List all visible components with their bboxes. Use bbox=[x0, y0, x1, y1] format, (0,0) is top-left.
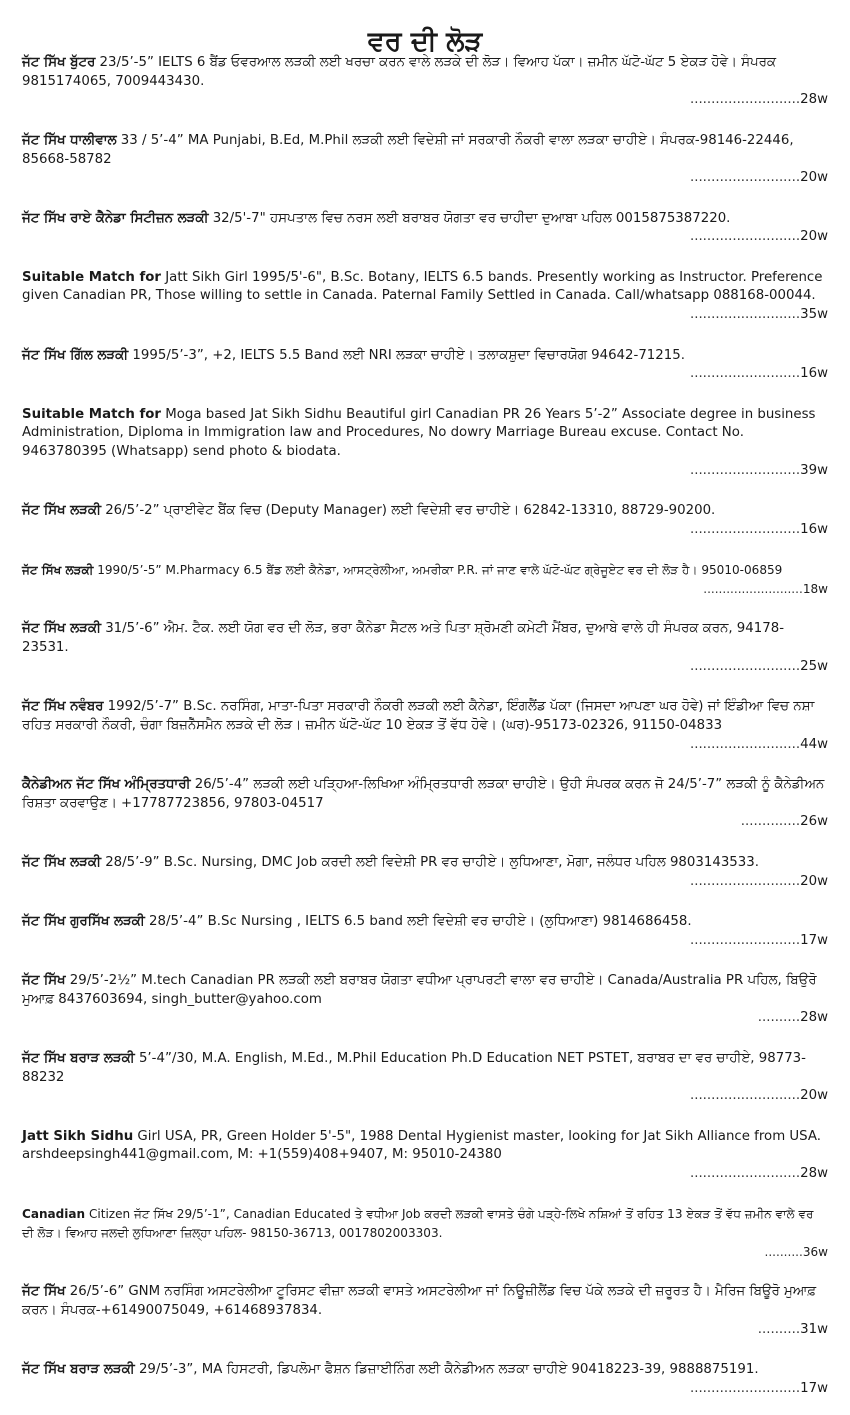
ad-lead: ਜੱਟ ਸਿੱਖ ਧਾਲੀਵਾਲ bbox=[22, 132, 117, 148]
ad-word-count: 35w bbox=[800, 307, 828, 323]
ad-leader-dots: .......................... bbox=[689, 229, 801, 245]
ad-body bbox=[22, 913, 828, 932]
ad-text: 1995/5’-3”, +2, IELTS 5.5 Band ਲਈ NRI ਲੜਕਾ ਚਾਹੀਏ। ਤਲਾਕਸ਼ੁਦਾ ਵਿਚਾਰਯੋਗ 94642-71215. bbox=[128, 347, 685, 363]
ad-lead: ਜੱਟ ਸਿੱਖ ਬਰਾੜ ਲੜਕੀ bbox=[22, 1362, 135, 1378]
ad-body bbox=[22, 269, 828, 306]
ad-lead: ਜੱਟ ਸਿੱਖ ਲੜਕੀ bbox=[22, 621, 101, 637]
ad-code-row bbox=[22, 580, 828, 599]
ad-body bbox=[22, 502, 828, 521]
ad-lead: ਜੱਟ ਸਿੱਖ bbox=[22, 972, 66, 988]
ad-lead: ਜੱਟ ਸਿੱਖ ਰਾਏ ਕੈਨੇਡਾ ਸਿਟੀਜ਼ਨ ਲੜਕੀ bbox=[22, 210, 209, 226]
ad-leader-dots: .......................... bbox=[689, 658, 801, 674]
ad-leader-dots: .......................... bbox=[689, 1166, 801, 1182]
ad-body bbox=[22, 347, 828, 366]
ad-code-row bbox=[22, 873, 828, 892]
ad-leader-dots: .......................... bbox=[689, 736, 801, 752]
ad-body bbox=[22, 1205, 828, 1242]
ad-text: 32/5'-7" ਹਸਪਤਾਲ ਵਿਚ ਨਰਸ ਲਈ ਬਰਾਬਰ ਯੋਗਤਾ ਵਰ ਚਾਹੀਦਾ ਦੁਆਬਾ ਪਹਿਲ 0015875387220. bbox=[208, 210, 731, 226]
ad-body bbox=[22, 854, 828, 873]
classified-ad bbox=[22, 132, 828, 188]
ad-text: 29/5’-3”, MA ਹਿਸਟਰੀ, ਡਿਪਲੋਮਾ ਫੈਸ਼ਨ ਡਿਜ਼ਾਈਨਿੰਗ ਲਈ ਕੈਨੇਡੀਅਨ ਲੜਕਾ ਚਾਹੀਏ 90418223-39, 9888875191. bbox=[134, 1362, 759, 1378]
ad-word-count: 20w bbox=[800, 229, 828, 245]
ad-lead: ਜੱਟ ਸਿੱਖ ਬਰਾੜ ਲੜਕੀ bbox=[22, 1050, 135, 1066]
classified-ad bbox=[22, 210, 828, 247]
ad-leader-dots: .......... bbox=[764, 1244, 803, 1259]
ad-word-count: 28w bbox=[800, 1010, 828, 1026]
ad-code-row bbox=[22, 1087, 828, 1106]
ad-lead: ਜੱਟ ਸਿੱਖ ਬੁੱਟਰ bbox=[22, 55, 96, 70]
ad-code-row bbox=[22, 658, 828, 677]
ad-leader-dots: .......................... bbox=[689, 307, 801, 323]
ad-code-row bbox=[22, 1165, 828, 1184]
ad-leader-dots: .......................... bbox=[689, 1088, 801, 1104]
ad-lead: ਜੱਟ ਸਿੱਖ ਗੁਰਸਿੱਖ ਲੜਕੀ bbox=[22, 913, 145, 929]
classified-ad bbox=[22, 913, 828, 950]
ad-lead: Suitable Match for bbox=[22, 406, 161, 422]
ad-leader-dots: .......................... bbox=[689, 170, 801, 186]
ad-text: Citizen ਜੱਟ ਸਿੱਖ 29/5’-1”, Canadian Educated ਤੇ ਵਧੀਆ Job ਕਰਦੀ ਲੜਕੀ ਵਾਸਤੇ ਚੰਗੇ ਪੜ੍ਹੇ-ਲਿਖੇ ਨਸ਼ਿਆਂ ਤੋਂ ਰਹਿਤ 13 ਏਕੜ ਤੋਂ ਵੱਧ ਜ਼ਮੀਨ ਵਾਲੇ ਵਰ ਦੀ ਲੋੜ। ਵਿਆਹ ਜਲਦੀ ਲੁਧਿਆਣਾ ਜ਼ਿਲ੍ਹਾ ਪਹਿਲ- 98150-36713, 0017802003303. bbox=[22, 1207, 814, 1241]
ad-lead: ਜੱਟ ਸਿੱਖ ਲੜਕੀ bbox=[22, 854, 101, 870]
ad-word-count: 16w bbox=[800, 521, 828, 537]
ad-text: 26/5’-6” GNM ਨਰਸਿੰਗ ਅਸਟਰੇਲੀਆ ਟੂਰਿਸਟ ਵੀਜ਼ਾ ਲੜਕੀ ਵਾਸਤੇ ਅਸਟਰੇਲੀਆ ਜਾਂ ਨਿਊਜ਼ੀਲੈਂਡ ਵਿਚ ਪੱਕੇ ਲੜਕੇ ਦੀ ਜ਼ਰੂਰਤ ਹੈ। ਮੈਰਿਜ ਬਿਊਰੋ ਮੁਆਫ਼ ਕਰਨ। ਸੰਪਰਕ-+61490075049, +61468937834. bbox=[22, 1284, 817, 1318]
ad-word-count: 17w bbox=[800, 932, 828, 948]
page-title: ਵਰ ਦੀ ਲੋੜ bbox=[367, 26, 483, 57]
ad-body bbox=[22, 54, 828, 91]
ad-leader-dots: .......................... bbox=[689, 873, 801, 889]
ad-leader-dots: .......................... bbox=[689, 1380, 801, 1396]
classified-ad bbox=[22, 698, 828, 754]
ad-code-row bbox=[22, 1321, 828, 1340]
ad-leader-dots: .......................... bbox=[703, 581, 803, 596]
ad-code-row bbox=[22, 1009, 828, 1028]
ad-body bbox=[22, 210, 828, 229]
classified-ad bbox=[22, 1361, 828, 1398]
ad-code-row bbox=[22, 169, 828, 188]
ad-word-count: 25w bbox=[800, 658, 828, 674]
ad-body bbox=[22, 698, 828, 735]
ad-lead: ਜੱਟ ਸਿੱਖ bbox=[22, 1284, 66, 1300]
ad-text: 5’-4”/30, M.A. English, M.Ed., M.Phil Education Ph.D Education NET PSTET, ਬਰਾਬਰ ਦਾ ਵਰ ਚਾਹੀਏ, 98773-88232 bbox=[22, 1050, 806, 1085]
ad-text: 33 / 5’-4” MA Punjabi, B.Ed, M.Phil ਲੜਕੀ ਲਈ ਵਿਦੇਸ਼ੀ ਜਾਂ ਸਰਕਾਰੀ ਨੌਕਰੀ ਵਾਲਾ ਲੜਕਾ ਚਾਹੀਏ। ਸੰਪਰਕ-98146-22446, 85668-58782 bbox=[22, 132, 794, 167]
ad-text: 23/5’-5” IELTS 6 ਬੈਂਡ ਓਵਰਆਲ ਲੜਕੀ ਲਈ ਖਰਚਾ ਕਰਨ ਵਾਲੇ ਲੜਕੇ ਦੀ ਲੋੜ। ਵਿਆਹ ਪੱਕਾ। ਜ਼ਮੀਨ ਘੱਟੋ-ਘੱਟ 5 ਏਕੜ ਹੋਵੇ। ਸੰਪਰਕ 9815174065, 7009443430. bbox=[22, 55, 776, 89]
ad-body bbox=[22, 972, 828, 1009]
ad-text: Girl USA, PR, Green Holder 5'-5", 1988 Dental Hygienist master, looking for Jat Sikh Alliance from USA. arshdeepsingh441@gmail.com, M: +1(559)408+9407, M: 95010-24380 bbox=[22, 1128, 821, 1163]
ad-code-row bbox=[22, 521, 828, 540]
classified-ad bbox=[22, 620, 828, 676]
ad-body bbox=[22, 1050, 828, 1087]
classified-ad bbox=[22, 502, 828, 539]
ad-lead: ਕੈਨੇਡੀਅਨ ਜੱਟ ਸਿੱਖ ਅੰਮ੍ਰਿਤਧਾਰੀ bbox=[22, 776, 191, 792]
ad-text: Jatt Sikh Girl 1995/5'-6", B.Sc. Botany, IELTS 6.5 bands. Presently working as Instructor. Preference given Canadian PR, Those willing to settle in Canada. Paternal Family Settled in Canada. Call/whatsapp 088168-00044. bbox=[22, 269, 823, 304]
ad-leader-dots: .......... bbox=[757, 1321, 801, 1337]
ad-code-row bbox=[22, 306, 828, 325]
ads-list bbox=[22, 54, 828, 1398]
classified-ad bbox=[22, 1128, 828, 1184]
ad-body bbox=[22, 1128, 828, 1165]
ad-leader-dots: .............. bbox=[740, 814, 801, 830]
ad-body bbox=[22, 620, 828, 657]
ad-leader-dots: .......................... bbox=[689, 366, 801, 382]
ad-text: 29/5’-2½” M.tech Canadian PR ਲੜਕੀ ਲਈ ਬਰਾਬਰ ਯੋਗਤਾ ਵਧੀਆ ਪ੍ਰਾਪਰਟੀ ਵਾਲਾ ਵਰ ਚਾਹੀਏ। Canada/Australia PR ਪਹਿਲ, ਬਿਉਰੋ ਮੁਆਫ਼ 8437603694, singh_butter@yahoo.com bbox=[22, 972, 817, 1007]
ad-lead: Jatt Sikh Sidhu bbox=[22, 1128, 134, 1144]
ad-leader-dots: .......... bbox=[757, 1010, 801, 1026]
ad-code-row bbox=[22, 365, 828, 384]
ad-code-row bbox=[22, 932, 828, 951]
ad-body bbox=[22, 132, 828, 169]
ad-word-count: 20w bbox=[800, 873, 828, 889]
ad-word-count: 20w bbox=[800, 170, 828, 186]
ad-word-count: 28w bbox=[800, 92, 828, 108]
ad-text: Moga based Jat Sikh Sidhu Beautiful girl Canadian PR 26 Years 5’-2” Associate degree in business Administration, Diploma in Immigration law and Procedures, No dowry Marriage Bureau excuse. Contact No. 9463780395 (Whatsapp) send photo & biodata. bbox=[22, 406, 816, 460]
ad-text: 28/5’-9” B.Sc. Nursing, DMC Job ਕਰਦੀ ਲਈ ਵਿਦੇਸ਼ੀ PR ਵਰ ਚਾਹੀਏ। ਲੁਧਿਆਣਾ, ਮੋਗਾ, ਜਲੰਧਰ ਪਹਿਲ 9803143533. bbox=[100, 854, 759, 870]
ad-lead: ਜੱਟ ਸਿੱਖ ਲੜਕੀ bbox=[22, 503, 101, 519]
classified-ad bbox=[22, 776, 828, 832]
ad-word-count: 44w bbox=[800, 736, 828, 752]
ad-text: 1992/5’-7” B.Sc. ਨਰਸਿੰਗ, ਮਾਤਾ-ਪਿਤਾ ਸਰਕਾਰੀ ਨੌਕਰੀ ਲੜਕੀ ਲਈ ਕੈਨੇਡਾ, ਇੰਗਲੈਂਡ ਪੱਕਾ (ਜਿਸਦਾ ਆਪਣਾ ਘਰ ਹੋਵੇ) ਜਾਂ ਇੰਡੀਆ ਵਿਚ ਨਸ਼ਾ ਰਹਿਤ ਸਰਕਾਰੀ ਨੌਕਰੀ, ਚੰਗਾ ਬਿਜ਼ਨੈੱਸਮੈਨ ਲੜਕੇ ਦੀ ਲੋੜ। ਜ਼ਮੀਨ ਘੱਟੋ-ਘੱਟ 10 ਏਕੜ ਤੋਂ ਵੱਧ ਹੋਵੇ। (ਘਰ)-95173-02326, 91150-04833 bbox=[22, 699, 815, 733]
ad-text: 1990/5’-5” M.Pharmacy 6.5 ਬੈਂਡ ਲਈ ਕੈਨੇਡਾ, ਆਸਟ੍ਰੇਲੀਆ, ਅਮਰੀਕਾ P.R. ਜਾਂ ਜਾਣ ਵਾਲੇ ਘੱਟੋ-ਘੱਟ ਗ੍ਰੇਜੂਏਟ ਵਰ ਦੀ ਲੋੜ ਹੈ। 95010-06859 bbox=[93, 563, 783, 578]
ad-word-count: 16w bbox=[800, 366, 828, 382]
ad-lead: ਜੱਟ ਸਿੱਖ ਲੜਕੀ bbox=[22, 563, 94, 578]
ad-lead: ਜੱਟ ਸਿੱਖ ਗਿੱਲ ਲੜਕੀ bbox=[22, 347, 129, 363]
classified-ad bbox=[22, 54, 828, 110]
ad-leader-dots: .......................... bbox=[689, 521, 801, 537]
ad-word-count: 20w bbox=[800, 1088, 828, 1104]
classified-ad bbox=[22, 854, 828, 891]
ad-word-count: 17w bbox=[800, 1380, 828, 1396]
classified-ad bbox=[22, 1283, 828, 1339]
classified-ad bbox=[22, 972, 828, 1028]
ad-body bbox=[22, 561, 828, 580]
ad-text: 31/5’-6” ਐਮ. ਟੈਕ. ਲਈ ਯੋਗ ਵਰ ਦੀ ਲੋੜ, ਭਰਾ ਕੈਨੇਡਾ ਸੈਟਲ ਅਤੇ ਪਿਤਾ ਸ਼੍ਰੋਮਣੀ ਕਮੇਟੀ ਮੈਂਬਰ, ਦੁਆਬੇ ਵਾਲੇ ਹੀ ਸੰਪਰਕ ਕਰਨ, 94178-23531. bbox=[22, 621, 785, 656]
classified-ad bbox=[22, 561, 828, 598]
ad-text: 26/5’-2” ਪ੍ਰਾਈਵੇਟ ਬੈਂਕ ਵਿਚ (Deputy Manager) ਲਈ ਵਿਦੇਸ਼ੀ ਵਰ ਚਾਹੀਏ। 62842-13310, 88729-90200. bbox=[100, 503, 716, 519]
ad-body bbox=[22, 1361, 828, 1380]
classified-ad bbox=[22, 1050, 828, 1106]
classified-ad bbox=[22, 269, 828, 325]
ad-text: 26/5’-4” ਲੜਕੀ ਲਈ ਪੜ੍ਹਿਆ-ਲਿਖਿਆ ਅੰਮ੍ਰਿਤਧਾਰੀ ਲੜਕਾ ਚਾਹੀਏ। ਉਹੀ ਸੰਪਰਕ ਕਰਨ ਜੋ 24/5’-7” ਲੜਕੀ ਨੂੰ ਕੈਨੇਡੀਅਨ ਰਿਸ਼ਤਾ ਕਰਵਾਉਣ। +17787723856, 97803-04517 bbox=[22, 776, 825, 811]
ad-body bbox=[22, 406, 828, 462]
ad-word-count: 39w bbox=[800, 462, 828, 478]
ad-code-row bbox=[22, 462, 828, 481]
ad-code-row bbox=[22, 1243, 828, 1262]
classified-ad bbox=[22, 1205, 828, 1261]
ad-lead: ਜੱਟ ਸਿੱਖ ਨਵੰਬਰ bbox=[22, 699, 104, 715]
ad-leader-dots: .......................... bbox=[689, 92, 801, 108]
classified-ad bbox=[22, 347, 828, 384]
ad-code-row bbox=[22, 736, 828, 755]
ad-lead: Canadian bbox=[22, 1207, 86, 1222]
classified-ad bbox=[22, 406, 828, 481]
ad-text: 28/5’-4” B.Sc Nursing , IELTS 6.5 band ਲਈ ਵਿਦੇਸ਼ੀ ਵਰ ਚਾਹੀਏ। (ਲੁਧਿਆਣਾ) 9814686458. bbox=[144, 913, 692, 929]
ad-word-count: 36w bbox=[802, 1244, 828, 1259]
ad-code-row bbox=[22, 1380, 828, 1399]
ad-body bbox=[22, 1283, 828, 1320]
ad-code-row bbox=[22, 813, 828, 832]
ad-word-count: 28w bbox=[800, 1166, 828, 1182]
ad-code-row bbox=[22, 228, 828, 247]
ad-leader-dots: .......................... bbox=[689, 932, 801, 948]
ad-code-row bbox=[22, 91, 828, 110]
ad-body bbox=[22, 776, 828, 813]
ad-word-count: 18w bbox=[802, 581, 828, 596]
ad-lead: Suitable Match for bbox=[22, 269, 161, 285]
ad-word-count: 31w bbox=[800, 1321, 828, 1337]
ad-leader-dots: .......................... bbox=[689, 462, 801, 478]
ad-word-count: 26w bbox=[800, 814, 828, 830]
